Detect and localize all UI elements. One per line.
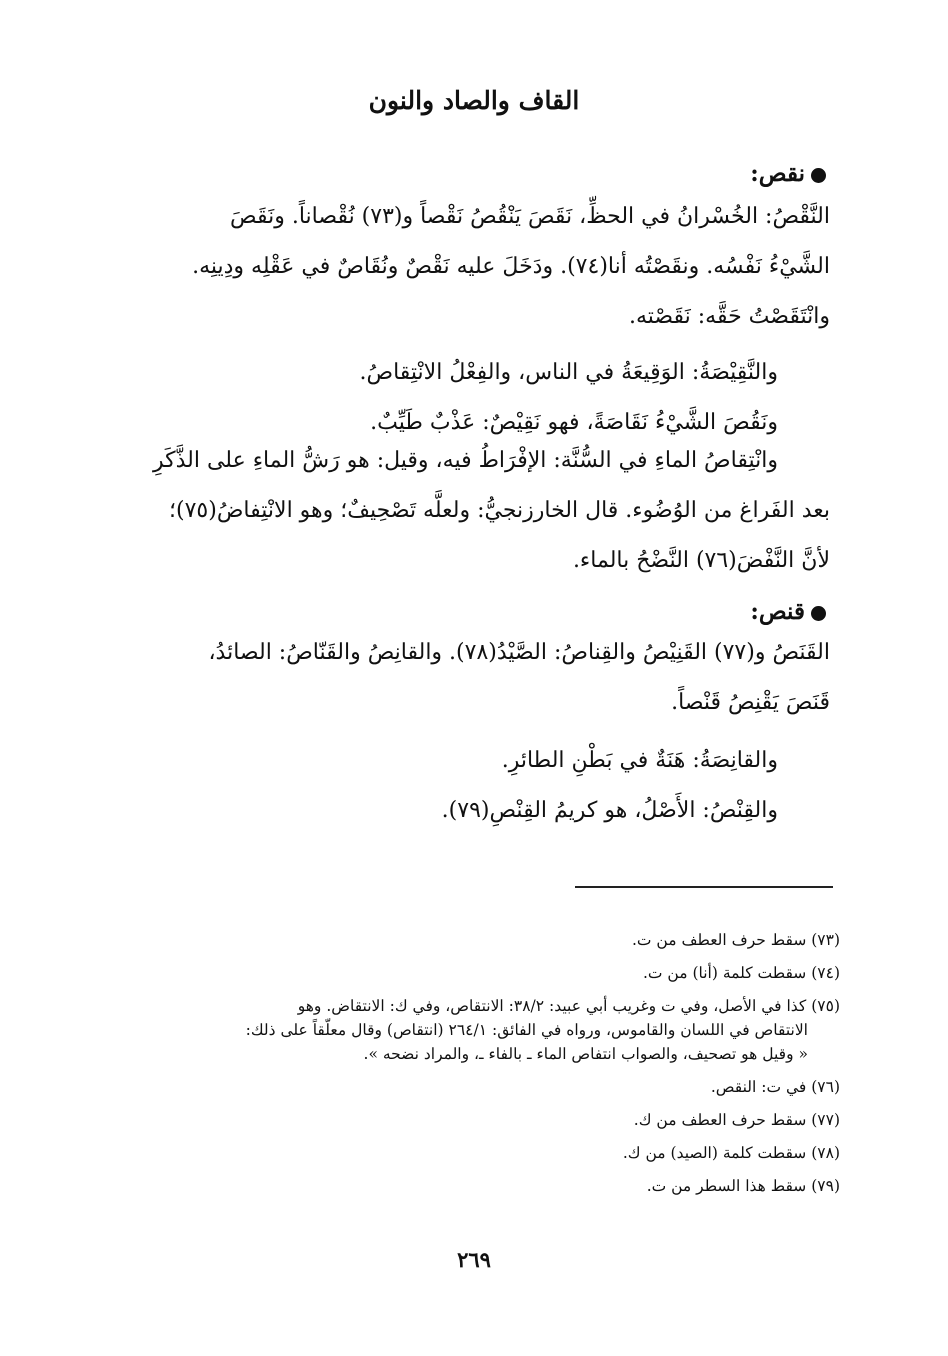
- footnote: [110, 994, 840, 1066]
- footnote-divider: [575, 886, 833, 888]
- footnotes: [110, 928, 840, 1207]
- entry-title-qns: [750, 598, 826, 625]
- running-header: القاف والصاد والنون: [368, 86, 580, 115]
- page-number: ٢٦٩: [457, 1247, 491, 1272]
- text-line: والقِنْصُ: الأَصْلُ، هو كريمُ القِنْصِ(٧٩).: [441, 798, 778, 823]
- bullet-icon: [811, 606, 826, 621]
- text-line: وانْتِقاصُ الماءِ في السُّنَّة: الإفْرَاطُ فيه، وقيل: هو رَشُّ الماءِ على الذَّكَرِ: [152, 448, 778, 473]
- text-line: والنَّقِيْصَةُ: الوَقِيعَةُ في الناس، والفِعْلُ الانْتِقاصُ.: [359, 360, 778, 385]
- entry-title-text: قنص:: [750, 598, 805, 625]
- entry-sub-qns: [110, 736, 778, 836]
- text-line: النَّقْصُ: الخُسْرانُ في الحظِّ، نَقَصَ يَنْقُصُ نَقْصاً و(٧٣) نُقْصاناً. ونَقَصَ: [230, 204, 830, 229]
- footnote-continuation: الانتقاص في اللسان والقاموس، ورواه في الفائق: ٢٦٤/١ (انتقاص) وقال معلّقاً على ذلك:: [245, 1021, 808, 1039]
- footnote: (٧٧) سقط حرف العطف من ك.: [633, 1111, 840, 1129]
- text-line: ونَقُصَ الشَّيْءُ نَقَاصَةً، فهو نَقِيْصٌ: عَذْبٌ طَيِّبٌ.: [370, 410, 778, 435]
- text-line: وانْتَقَصْتُ حَقَّه: نَقَصْته.: [629, 304, 830, 329]
- text-line: بعد الفَراغ من الوُضُوء. قال الخارزنجيُّ: ولعلَّه تَصْحِيفٌ؛ وهو الانْتِفاضُ(٧٥)؛: [169, 498, 830, 523]
- text-line: والقانِصَةُ: هَنَةٌ في بَطْنِ الطائرِ.: [501, 748, 778, 773]
- text-line: القَنَصُ و(٧٧) القَنِيْصُ والقِناصُ: الصَّيْدُ(٧٨). والقانِصُ والقَنّاصُ: الصائدُ،: [208, 640, 830, 665]
- text-line: لأنَّ النَّفْضَ(٧٦) النَّضْحُ بالماء.: [572, 548, 830, 573]
- entry-body-qns: [110, 628, 830, 728]
- entry-title-nqs: [750, 160, 826, 187]
- footnote: (٧٦) في ت: النقص.: [710, 1078, 840, 1096]
- footnote-continuation: « وقيل هو تصحيف، والصواب انتفاص الماء ـ بالفاء ـ، والمراد نضحه ».: [363, 1045, 808, 1063]
- footnote-text: (٧٥) كذا في الأصل، وفي ت وغريب أبي عبيد: ٣٨/٢: الانتقاص، وفي ك: الانتقاض. وهو: [297, 997, 840, 1015]
- footnote: (٧٨) سقطت كلمة (الصيد) من ك.: [622, 1144, 840, 1162]
- bullet-icon: [811, 168, 826, 183]
- footnote: (٧٤) سقطت كلمة (أنا) من ت.: [642, 964, 840, 982]
- text-line: الشَّيْءُ نَفْسُه. ونقَصْتُه أنا(٧٤). ودَخَلَ عليه نَقْصٌ ونُقَاصٌ في عَقْلِه ودِينِه.: [192, 254, 830, 279]
- entry-title-text: نقص:: [750, 160, 805, 187]
- entry-sub-nqs: [110, 348, 778, 448]
- footnote: (٧٣) سقط حرف العطف من ت.: [631, 931, 840, 949]
- entry-body-nqs: [110, 192, 830, 342]
- footnote: (٧٩) سقط هذا السطر من ت.: [646, 1177, 840, 1195]
- entry-cont-nqs: [110, 436, 830, 586]
- text-line: قَنَصَ يَقْنِصُ قَنْصاً.: [671, 690, 830, 715]
